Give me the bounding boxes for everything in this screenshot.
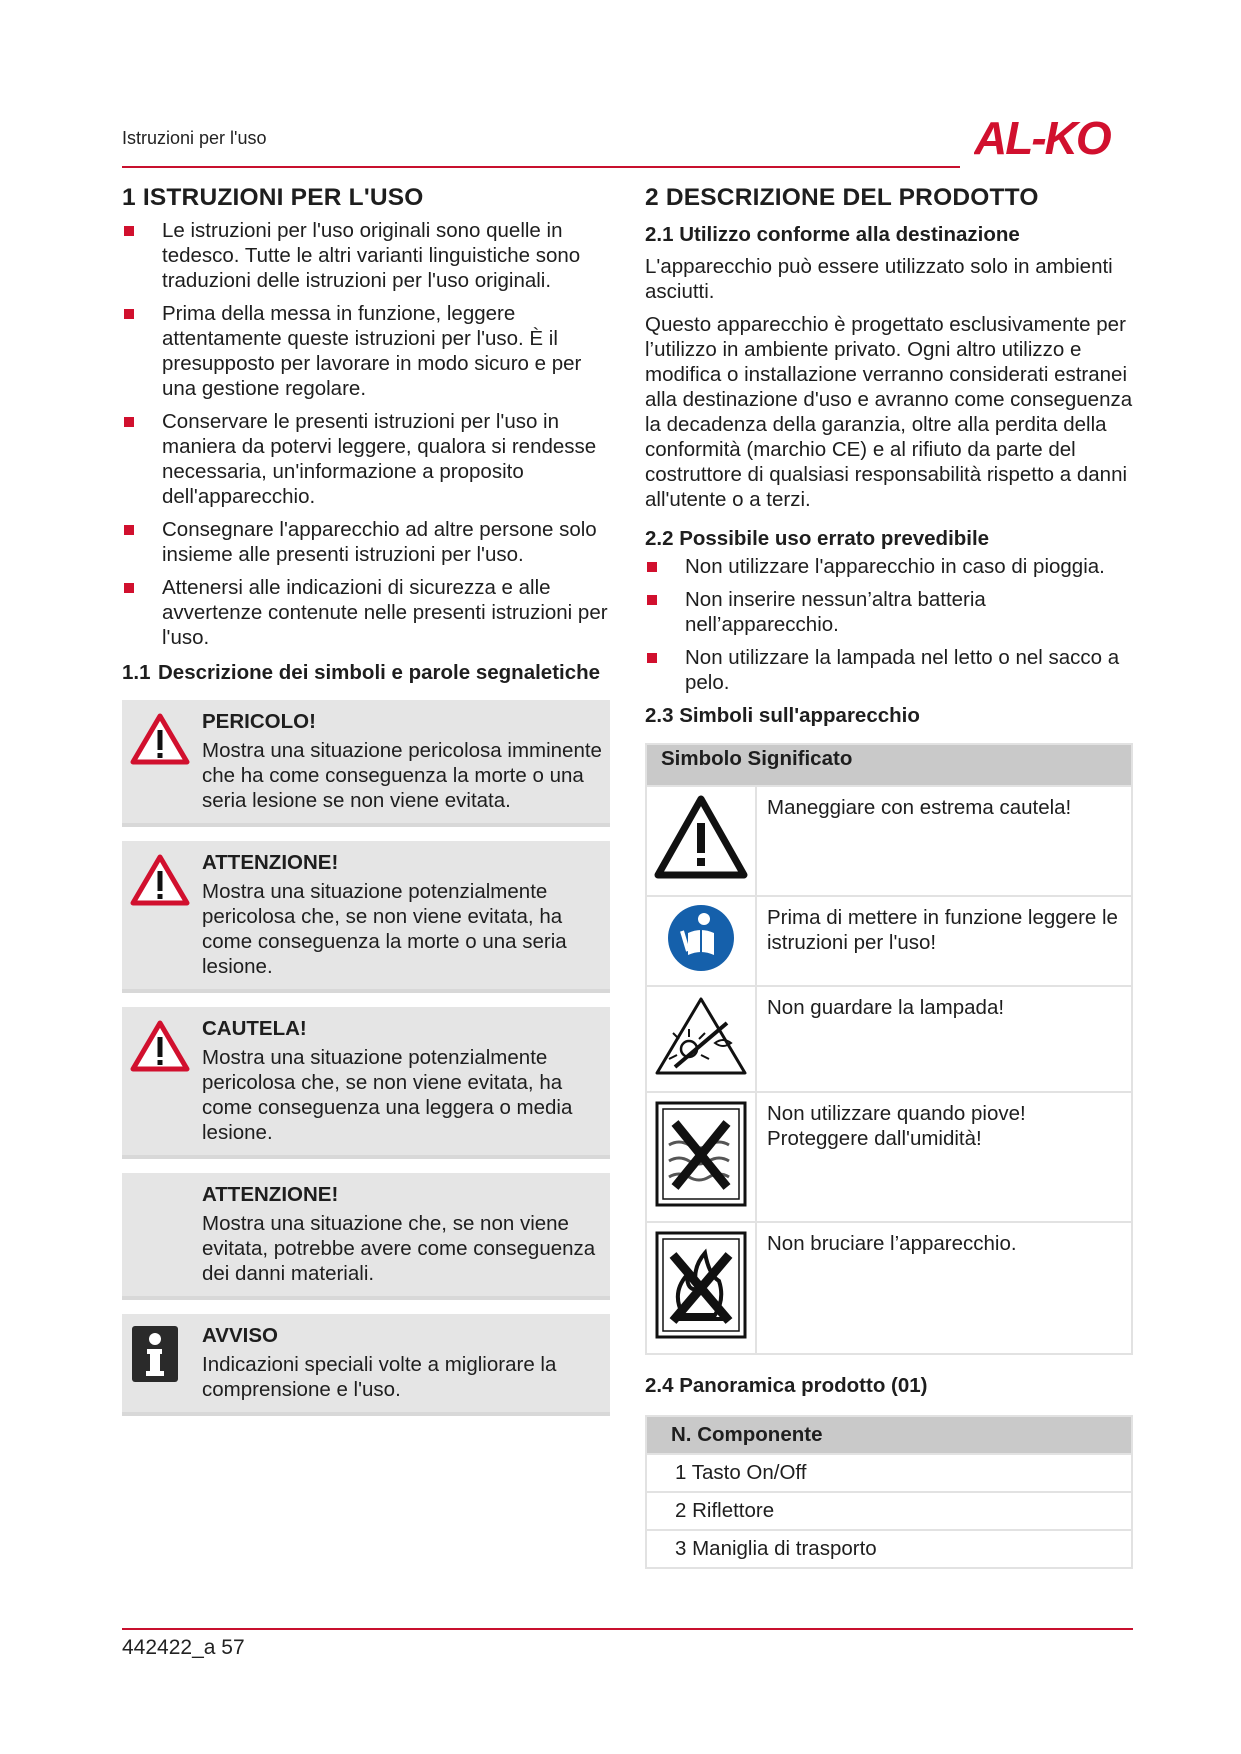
signal-word: CAUTELA! <box>202 1017 307 1040</box>
table-row <box>646 1222 1132 1354</box>
no-fire-icon <box>646 1222 756 1354</box>
list-item: Consegnare l'apparecchio ad altre persone solo insieme alle presenti istruzioni per l'uso. <box>122 517 610 567</box>
no-rain-icon <box>646 1092 756 1222</box>
table-row <box>646 1492 1132 1530</box>
signal-word: PERICOLO! <box>202 710 316 733</box>
signal-box-info <box>122 1314 610 1416</box>
bullet-square-icon <box>647 653 657 663</box>
symbol-meaning: Non bruciare l’apparecchio. <box>756 1222 1132 1354</box>
signal-text: Mostra una situazione potenzialmente pericolosa che, se non viene evitata, ha come conseguenza una leggera o media lesione. <box>202 1046 573 1144</box>
footer-doc-page: 442422_a 57 <box>122 1636 245 1659</box>
symbol-meaning: Prima di mettere in funzione leggere le istruzioni per l'uso! <box>756 896 1132 986</box>
bullet-square-icon <box>124 417 134 427</box>
list-item: Attenersi alle indicazioni di sicurezza e alle avvertenze contenute nelle presenti istruzioni per l'uso. <box>122 575 610 650</box>
component-item: 2 Riflettore <box>646 1492 1132 1530</box>
header-title: Istruzioni per l'uso <box>122 128 267 148</box>
signal-box-caution <box>122 1007 610 1159</box>
list-item: Non inserire nessun’altra batteria nell’apparecchio. <box>645 587 1133 637</box>
list-item: Prima della messa in funzione, leggere attentamente queste istruzioni per l'uso. È il presupposto per lavorare in modo sicuro e per una gestione regolare. <box>122 301 610 401</box>
header-rule <box>122 166 960 168</box>
list-item: Conservare le presenti istruzioni per l'uso in maniera da potervi leggere, qualora si rendesse necessaria, un'informazione a proposito dell'apparecchio. <box>122 409 610 509</box>
signal-box-danger <box>122 700 610 827</box>
warning-triangle-icon <box>130 853 190 907</box>
section-1-1-number: 1.1 <box>122 661 151 684</box>
bullet-square-icon <box>124 309 134 319</box>
right-column <box>645 182 1133 1569</box>
logo-text: AL-KO <box>974 112 1110 162</box>
bullet-square-icon <box>124 226 134 236</box>
read-manual-icon <box>646 896 756 986</box>
symbol-meaning: Non guardare la lampada! <box>756 986 1132 1092</box>
warning-triangle-icon <box>130 712 190 766</box>
table-row <box>646 896 1132 986</box>
section-1-1-title: Descrizione dei simboli e parole segnaletiche <box>158 661 601 684</box>
symbol-meaning: Non utilizzare quando piove! Proteggere dall'umidità! <box>756 1092 1132 1222</box>
table-header-row <box>646 1416 1132 1454</box>
section-2-3-title: 2.3 Simboli sull'apparecchio <box>645 704 920 727</box>
section-2-title: 2 DESCRIZIONE DEL PRODOTTO <box>645 184 1039 211</box>
signal-text: Indicazioni speciali volte a migliorare la comprensione e l'uso. <box>202 1353 557 1401</box>
signal-word: ATTENZIONE! <box>202 851 339 874</box>
symbol-meaning: Maneggiare con estrema cautela! <box>756 786 1132 896</box>
symbols-table <box>645 743 1133 1355</box>
table-header-row <box>646 744 1132 786</box>
component-item: 3 Maniglia di trasporto <box>646 1530 1132 1568</box>
table-row <box>646 986 1132 1092</box>
section-2-1-paragraph: Questo apparecchio è progettato esclusivamente per l’utilizzo in ambiente privato. Ogni altro utilizzo e modifica o installazione verranno considerati estranei alla destinazione d'uso e avranno come conseguenza la decadenza della garanzia, oltre alla perdita della conformità (marchio CE) e al rifiuto da parte del costruttore di qualsiasi responsabilità rispetto a danni all'utente o a terzi. <box>645 313 1133 511</box>
section-2-4-title: 2.4 Panoramica prodotto (01) <box>645 1374 928 1397</box>
bullet-square-icon <box>124 525 134 535</box>
signal-text: Mostra una situazione potenzialmente pericolosa che, se non viene evitata, ha come conseguenza la morte o una seria lesione. <box>202 880 567 978</box>
components-table <box>645 1415 1133 1569</box>
signal-word: AVVISO <box>202 1324 278 1347</box>
section-1-title: 1 ISTRUZIONI PER L'USO <box>122 184 424 211</box>
component-item: 1 Tasto On/Off <box>646 1454 1132 1492</box>
list-item: Le istruzioni per l'uso originali sono quelle in tedesco. Tutte le altri varianti linguistiche sono traduzioni delle istruzioni per l'uso originali. <box>122 218 610 293</box>
alko-logo <box>974 112 1132 162</box>
table-row <box>646 1530 1132 1568</box>
signal-box-warning <box>122 841 610 993</box>
bullet-square-icon <box>647 595 657 605</box>
table-header: N. Componente <box>646 1416 1132 1454</box>
bullet-square-icon <box>124 583 134 593</box>
section-1-list <box>122 218 610 650</box>
table-header: Simbolo Significato <box>646 744 1132 786</box>
signal-box-notice <box>122 1173 610 1300</box>
table-row <box>646 1454 1132 1492</box>
signal-text: Mostra una situazione che, se non viene evitata, potrebbe avere come conseguenza dei danni materiali. <box>202 1212 596 1285</box>
list-item: Non utilizzare la lampada nel letto o nel sacco a pelo. <box>645 645 1133 695</box>
signal-text: Mostra una situazione pericolosa imminente che ha come conseguenza la morte o una seria lesione se non viene evitata. <box>202 739 602 812</box>
warning-triangle-icon <box>130 1019 190 1073</box>
table-row <box>646 786 1132 896</box>
left-column <box>122 182 610 1416</box>
section-2-2-list <box>645 554 1133 695</box>
caution-triangle-icon <box>646 786 756 896</box>
footer-rule <box>122 1628 1133 1630</box>
table-row <box>646 1092 1132 1222</box>
signal-word: ATTENZIONE! <box>202 1183 339 1206</box>
list-item: Non utilizzare l'apparecchio in caso di pioggia. <box>645 554 1133 579</box>
bullet-square-icon <box>647 562 657 572</box>
section-2-2-title: 2.2 Possibile uso errato prevedibile <box>645 527 990 550</box>
info-icon <box>132 1326 178 1382</box>
section-1-1-heading <box>122 660 610 686</box>
section-2-1-paragraph: L'apparecchio può essere utilizzato solo in ambienti asciutti. <box>645 255 1113 303</box>
section-2-1-title: 2.1 Utilizzo conforme alla destinazione <box>645 223 1020 246</box>
do-not-look-lamp-icon <box>646 986 756 1092</box>
